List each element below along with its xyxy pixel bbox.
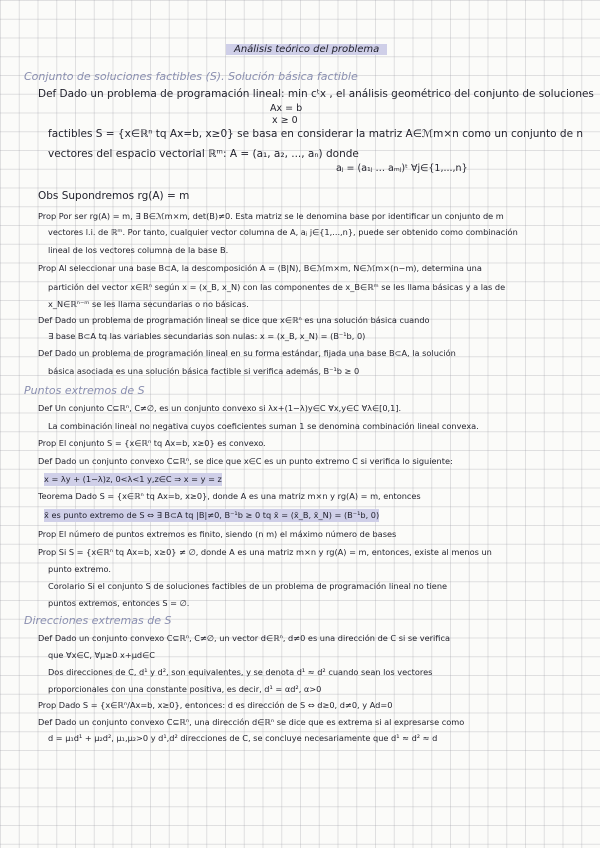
def-bfs-2: básica asociada es una solución básica factible si verifica además, B⁻¹b ≥ 0 xyxy=(48,366,360,376)
constraint-nonneg: x ≥ 0 xyxy=(272,115,298,126)
def-basic-1: Def Dado un problema de programación lineal se dice que x∈ℝⁿ es una solución básica cuando xyxy=(38,315,430,325)
def-extreme-direction-1: Def Dado un conjunto convexo C⊆ℝⁿ, una dirección d∈ℝⁿ se dice que es extrema si al expresarse como xyxy=(38,717,465,727)
column-vector: aⱼ = (a₁ⱼ … aₘⱼ)ᵗ ∀j∈{1,...,n} xyxy=(336,163,468,174)
def-line-2: factibles S = {x∈ℝⁿ tq Ax=b, x≥0} se basa en considerar la matriz A∈ℳm×n como un conjunto de n xyxy=(48,128,584,140)
equivalent-directions-2: proporcionales con una constante positiva, es decir, d¹ = αd², α>0 xyxy=(48,684,322,694)
extreme-point-condition: x = λy + (1−λ)z, 0<λ<1 y,z∈C ⇒ x = y = z xyxy=(44,474,222,484)
def-direction-1: Def Dado un conjunto convexo C⊆ℝⁿ, C≠∅, un vector d∈ℝⁿ, d≠0 es una dirección de C si se verifica xyxy=(38,633,450,643)
convex-combination: La combinación lineal no negativa cuyos coeficientes suman 1 se denomina combinación lineal convexa. xyxy=(48,421,479,431)
prop-partition-2: partición del vector x∈ℝⁿ según x = (x_B, x_N) con las componentes de x_B∈ℝᵐ se les llama básicas y a las de xyxy=(48,282,506,292)
theorem-line: Teorema Dado S = {x∈ℝⁿ tq Ax=b, x≥0}, donde A es una matriz m×n y rg(A) = m, entonces xyxy=(38,491,421,501)
prop-base-1: Prop Por ser rg(A) = m, ∃ B∈ℳm×m, det(B)≠0. Esta matriz se le denomina base por identificar un conjunto de m xyxy=(38,211,504,221)
prop-partition-1: Prop Al seleccionar una base B⊂A, la descomposición A = (B|N), B∈ℳm×m, N∈ℳm×(n−m), determina una xyxy=(38,263,482,273)
prop-convex: Prop El conjunto S = {x∈ℝⁿ tq Ax=b, x≥0} es convexo. xyxy=(38,438,266,448)
equivalent-directions-1: Dos direcciones de C, d¹ y d², son equivalentes, y se denota d¹ ≈ d² cuando sean los vectores xyxy=(48,667,433,677)
prop-existence-2: punto extremo. xyxy=(48,564,112,574)
corollary-1: Corolario Si el conjunto S de soluciones factibles de un problema de programación lineal no tiene xyxy=(48,581,448,591)
prop-direction: Prop Dado S = {x∈ℝⁿ/Ax=b, x≥0}, entonces: d es dirección de S ⇔ d≥0, d≠0, y Ad=0 xyxy=(38,700,393,710)
section-feasible-set: Conjunto de soluciones factibles (S). Solución básica factible xyxy=(24,70,358,83)
constraint-eq: Ax = b xyxy=(270,103,303,114)
def-line-3: vectores del espacio vectorial ℝᵐ: A = (a₁, a₂, ..., aₙ) donde xyxy=(48,148,359,160)
def-direction-2: que ∀x∈C, ∀μ≥0 x+μd∈C xyxy=(48,650,155,660)
def-convex: Def Un conjunto C⊆ℝⁿ, C≠∅, es un conjunto convexo si λx+(1−λ)y∈C ∀x,y∈C ∀λ∈[0,1]. xyxy=(38,403,402,413)
page-title: Análisis teórico del problema xyxy=(226,44,387,55)
prop-base-2: vectores l.i. de ℝᵐ. Por tanto, cualquier vector columna de A, aⱼ j∈{1,...,n}, puede ser obtenido como combinación xyxy=(48,227,518,237)
prop-existence-1: Prop Si S = {x∈ℝⁿ tq Ax=b, x≥0} ≠ ∅, donde A es una matriz m×n y rg(A) = m, entonces, existe al menos un xyxy=(38,547,492,557)
prop-partition-3: x_N∈ℝⁿ⁻ᵐ se les llama secundarias o no básicas. xyxy=(48,299,249,309)
section-extreme-directions: Direcciones extremas de S xyxy=(24,614,172,627)
def-basic-2: ∃ base B⊂A tq las variables secundarias son nulas: x = (x_B, x_N) = (B⁻¹b, 0) xyxy=(48,331,366,341)
prop-base-3: lineal de los vectores columna de la base B. xyxy=(48,245,229,255)
prop-finite: Prop El número de puntos extremos es finito, siendo (n m) el máximo número de bases xyxy=(38,529,397,539)
section-extreme-points: Puntos extremos de S xyxy=(24,384,145,397)
def-extreme-direction-2: d = μ₁d¹ + μ₂d², μ₁,μ₂>0 y d¹,d² direcciones de C, se concluye necesariamente que d¹ ≈ d² ≈ d xyxy=(48,733,438,743)
theorem-statement: x̄ es punto extremo de S ⇔ ∃ B⊂A tq |B|≠0, B⁻¹b ≥ 0 tq x̄ = (x̄_B, x̄_N) = (B⁻¹b, 0) xyxy=(44,510,380,520)
def-extreme-point: Def Dado un conjunto convexo C⊆ℝⁿ, se dice que x∈C es un punto extremo C si verifica lo siguiente: xyxy=(38,456,453,466)
corollary-2: puntos extremos, entonces S = ∅. xyxy=(48,598,190,608)
obs-rank: Obs Supondremos rg(A) = m xyxy=(38,190,190,202)
def-line-1: Def Dado un problema de programación lineal: min cᵗx , el análisis geométrico del conjunto de soluciones xyxy=(38,88,594,100)
def-bfs-1: Def Dado un problema de programación lineal en su forma estándar, fijada una base B⊂A, la solución xyxy=(38,348,456,358)
